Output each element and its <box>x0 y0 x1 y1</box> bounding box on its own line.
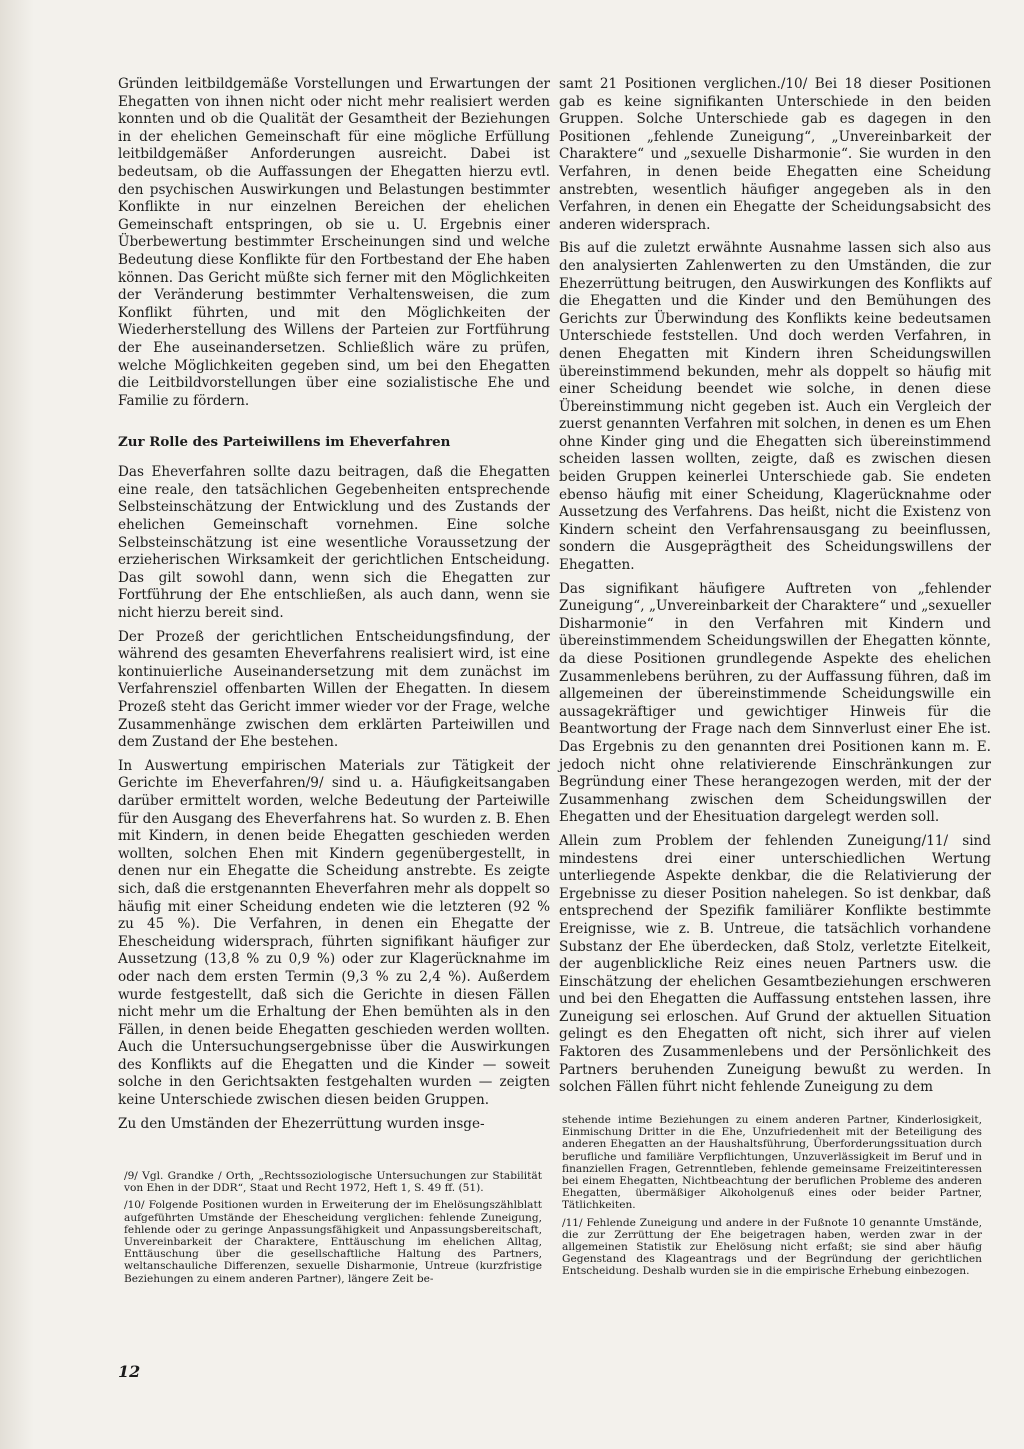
paragraph: Der Prozeß der gerichtlichen Entscheidungsfindung, der während des gesamten Eheverfahrens realisiert wird, ist eine kontinuierliche Auseinandersetzung mit dem zunächst im Verfahrensziel offenbarten Willen der Ehegatten. In diesem Prozeß steht das Gericht immer wieder vor der Frage, welche Zusammenhänge zwischen dem erklärten Parteiwillen und dem Zustand der Ehe bestehen. <box>118 628 550 751</box>
paragraph: Gründen leitbildgemäße Vorstellungen und Erwartungen der Ehegatten von ihnen nicht oder nicht mehr realisiert werden konnten und ob die Qualität der Gesamtheit der Beziehungen in der ehelichen Gemeinschaft für eine mögliche Erfüllung leitbildgemäßer Anforderungen ausreicht. Dabei ist bedeutsam, ob die Auffassungen der Ehegatten hierzu evtl. den psychischen Auswirkungen und Belastungen bestimmter Konflikte in nur einzelnen Bereichen der ehelichen Gemeinschaft entspringen, ob sie u. U. Ergebnis einer Überbewertung bestimmter Erscheinungen sind und welche Bedeutung diese Konflikte für den Fortbestand der Ehe haben können. Das Gericht müßte sich ferner mit den Möglichkeiten der Veränderung bestimmter Verhaltensweisen, die zum Konflikt führten, und mit den Möglichkeiten der Wiederherstellung des Willens der Parteien zur Fortführung der Ehe auseinandersetzen. Schließlich wäre zu prüfen, welche Möglichkeiten gegeben sind, um bei den Ehegatten die Leitbildvorstellungen über eine sozialistische Ehe und Familie zu fördern. <box>118 76 550 409</box>
scan-edge-shadow <box>0 0 34 1449</box>
left-column <box>118 76 550 1139</box>
section-heading: Zur Rolle des Parteiwillens im Eheverfahren <box>118 434 451 451</box>
paragraph: samt 21 Positionen verglichen./10/ Bei 18 dieser Positionen gab es keine signifikanten Unterschiede in den beiden Gruppen. Solche Unterschiede gab es dagegen in den Positionen „fehlende Zuneigung“, „Unvereinbarkeit der Charaktere“ und „sexuelle Disharmonie“. Sie wurden in den Verfahren, in denen beide Ehegatten eine Scheidung anstrebten, wesentlich häufiger angegeben als in den Verfahren, in denen ein Ehegatte der Scheidungsabsicht des anderen widersprach. <box>559 76 991 233</box>
paragraph: Zu den Umständen der Ehezerrüttung wurden insge- <box>118 1115 485 1132</box>
paragraph: Bis auf die zuletzt erwähnte Ausnahme lassen sich also aus den analysierten Zahlenwerten zu den Umständen, die zur Ehezerrüttung beitrugen, den Auswirkungen des Konflikts auf die Ehegatten und die Kinder und den Bemühungen des Gerichts zur Überwindung des Konflikts keine bedeutsamen Unterschiede feststellen. Und doch werden Verfahren, in denen Ehegatten mit Kindern ihren Scheidungswillen übereinstimmend bekunden, mehr als doppelt so häufig mit einer Scheidung beendet wie solche, in denen diese Übereinstimmung nicht gegeben ist. Auch ein Vergleich der zuerst genannten Verfahren mit solchen, in denen es um Ehen ohne Kinder ging und die Ehegatten sich übereinstimmend scheiden lassen wollten, zeigte, daß es zwischen diesen beiden Gruppen keinerlei Unterschiede gab. Sie endeten ebenso häufig mit einer Scheidung, Klagerücknahme oder Aussetzung des Verfahrens. Das heißt, nicht die Existenz von Kindern scheint den Verfahrensausgang zu beeinflussen, sondern die Ausgeprägtheit des Scheidungswillens der Ehegatten. <box>559 240 991 574</box>
page-number: 12 <box>118 1362 141 1381</box>
paragraph: Allein zum Problem der fehlenden Zuneigung/11/ sind mindestens drei einer unterschiedlichen Wertung unterliegende Aspekte denkbar, die die Relativierung der Ergebnisse zu dieser Position nahelegen. So ist denkbar, daß entsprechend der Spezifik familiärer Konflikte bestimmte Ereignisse, wie z. B. Untreue, die tatsächlich vorhandene Substanz der Ehe überdecken, daß Stolz, verletzte Eitelkeit, der augenblickliche Reiz eines neuen Partners usw. die Einschätzung der ehelichen Gesamtbeziehungen erschweren und bei den Ehegatten die Auffassung entstehen lassen, ihre Zuneigung sei erloschen. Auf Grund der aktuellen Situation gelingt es den Ehegatten oft nicht, sich ihrer auf vielen Faktoren des Zusammenlebens und der Persönlichkeit des Partners beruhenden Zuneigung bewußt zu werden. In solchen Fällen führt nicht fehlende Zuneigung zu dem <box>559 832 991 1096</box>
right-column <box>559 76 991 1103</box>
footnote-9: /9/ Vgl. Grandke / Orth, „Rechtssoziologische Untersuchungen zur Stabilität von Ehen in der DDR“, Staat und Recht 1972, Heft 1, S. 49 ff. (51). <box>124 1170 542 1195</box>
footnotes-right <box>562 1114 982 1283</box>
footnote-10: /10/ Folgende Positionen wurden in Erweiterung der im Ehelösungszählblatt aufgeführten Umstände der Ehescheidung verglichen: fehlende Zuneigung, fehlende oder zu geringe Anpassungsfähigkeit und Anpassungsbereitschaft, Unvereinbarkeit der Charaktere, Enttäuschung im ehelichen Alltag, Enttäuschung über die gesellschaftliche Haltung des Partners, weltanschauliche Differenzen, sexuelle Disharmonie, Untreue (kurzfristige Beziehungen zu einem anderen Partner), längere Zeit be- <box>124 1199 542 1285</box>
paragraph: Das Eheverfahren sollte dazu beitragen, daß die Ehegatten eine reale, den tatsächlichen Gegebenheiten entsprechende Selbsteinschätzung der Entwicklung und des Zustands der ehelichen Gemeinschaft vornehmen. Eine solche Selbsteinschätzung ist eine wesentliche Voraussetzung der erzieherischen Wirksamkeit der gerichtlichen Entscheidung. Das gilt sowohl dann, wenn sich die Ehegatten zur Fortführung der Ehe entschließen, als auch dann, wenn sie nicht hierzu bereit sind. <box>118 464 550 622</box>
footnotes-left <box>124 1170 542 1290</box>
paragraph: In Auswertung empirischen Materials zur Tätigkeit der Gerichte im Eheverfahren/9/ sind u. a. Häufigkeitsangaben darüber ermittelt worden, welche Bedeutung der Parteiwille für den Ausgang des Eheverfahrens hat. So wurden z. B. Ehen mit Kindern, in denen beide Ehegatten geschieden werden wollten, solchen Ehen mit Kindern gegenübergestellt, in denen nur ein Ehegatte die Scheidung anstrebte. Es zeigte sich, daß die erstgenannten Eheverfahren mehr als doppelt so häufig mit einer Scheidung endeten wie die letzteren (92 % zu 45 %). Die Verfahren, in denen ein Ehegatte der Ehescheidung widersprach, führten signifikant häufiger zur Aussetzung (13,8 % zu 0,9 %) oder zur Klagerücknahme im oder nach dem ersten Termin (9,3 % zu 2,4 %). Außerdem wurde festgestellt, daß sich die Gerichte in diesen Fällen nicht mehr um die Erhaltung der Ehen bemühten als in den Fällen, in denen beide Ehegatten geschieden werden wollten. Auch die Untersuchungsergebnisse über die Auswirkungen des Konflikts auf die Ehegatten und die Kinder — soweit solche in den Gerichtsakten festgehalten wurden — zeigten keine Unterschiede zwischen diesen beiden Gruppen. <box>118 757 550 1109</box>
footnote-11: /11/ Fehlende Zuneigung und andere in der Fußnote 10 genannte Umstände, die zur Zerrüttung der Ehe beigetragen haben, werden zwar in der allgemeinen Statistik zur Ehelösung nicht erfaßt; sie sind aber häufig Gegenstand des Klageantrags und der Begründung der gerichtlichen Entscheidung. Deshalb wurden sie in die empirische Erhebung einbezogen. <box>562 1216 982 1278</box>
paragraph: Das signifikant häufigere Auftreten von „fehlender Zuneigung“, „Unvereinbarkeit der Charaktere“ und „sexueller Disharmonie“ in den Verfahren mit Kindern und übereinstimmendem Scheidungswillen der Ehegatten könnte, da diese Positionen grundlegende Aspekte des ehelichen Zusammenlebens berühren, zu der Auffassung führen, daß im allgemeinen der übereinstimmende Scheidungswille ein aussagekräftiger und gewichtiger Hinweis für die Beantwortung der Frage nach dem Sinnverlust einer Ehe ist. Das Ergebnis zu den genannten drei Positionen kann m. E. jedoch nicht ohne relativierende Einschränkungen zur Begründung einer These herangezogen werden, mit der der Zusammenhang zwischen dem Scheidungswillen der Ehegatten und der Ehesituation dargelegt werden soll. <box>559 580 991 826</box>
footnote-10-continued: stehende intime Beziehungen zu einem anderen Partner, Kinderlosigkeit, Einmischung Dritter in die Ehe, Unzufriedenheit mit der Beteiligung des anderen Ehegatten an der Haushaltsführung, Überforderungssituation durch berufliche und familiäre Verpflichtungen, Unzuverlässigkeit im Beruf und in finanziellen Fragen, Getrenntleben, fehlende gemeinsame Freizeitinteressen bei einem Ehegatten, Nichtbeachtung der beruflichen Probleme des anderen Ehegatten, übermäßiger Alkoholgenuß eines oder beider Partner, Tätlichkeiten. <box>562 1114 982 1212</box>
